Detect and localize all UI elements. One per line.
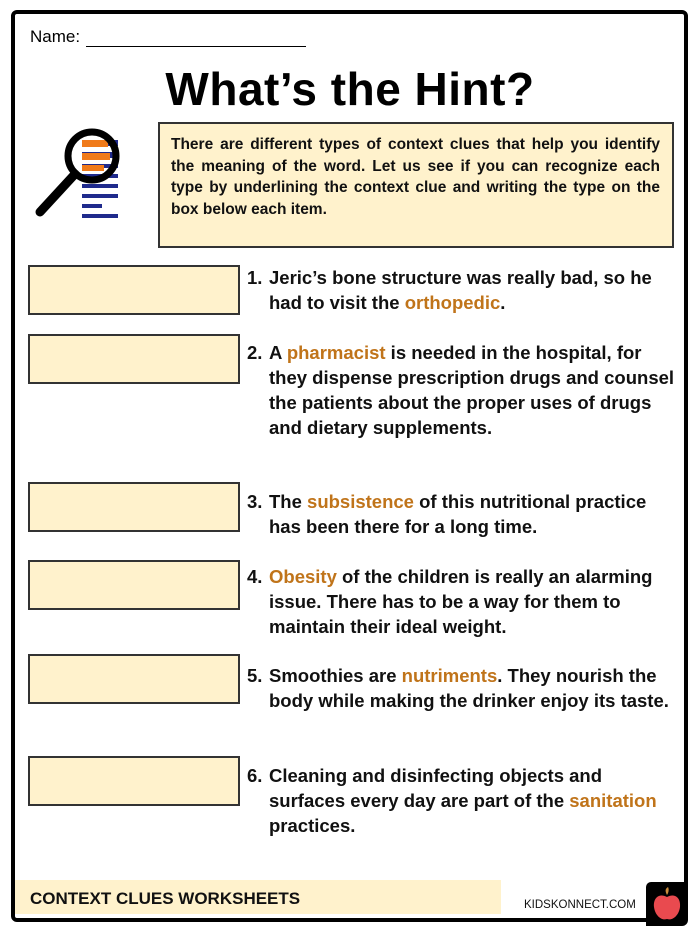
item-number: 2. bbox=[247, 342, 263, 363]
question-item-2 bbox=[247, 340, 677, 440]
item-number: 5. bbox=[247, 665, 263, 686]
answer-box-3[interactable] bbox=[28, 482, 240, 532]
text-segment: of the children is really an alarming issue. There has to be a way for them to maintain their ideal weight. bbox=[269, 566, 653, 637]
text-segment: Smoothies are bbox=[269, 665, 402, 686]
target-word: Obesity bbox=[269, 566, 337, 587]
item-number: 1. bbox=[247, 267, 263, 288]
answer-box-5[interactable] bbox=[28, 654, 240, 704]
target-word: nutriments bbox=[401, 665, 498, 686]
target-word: orthopedic bbox=[404, 292, 501, 313]
answer-box-4[interactable] bbox=[28, 560, 240, 610]
text-segment: The bbox=[269, 491, 308, 512]
page-title-text: What’s the Hint? bbox=[165, 63, 535, 115]
item-text bbox=[269, 265, 677, 315]
text-segment: is needed in the hospital, for they dispense prescription drugs and counsel the patients about the proper uses of drugs and dietary supplements. bbox=[269, 342, 675, 438]
question-item-5 bbox=[247, 663, 677, 713]
item-text bbox=[269, 340, 677, 440]
page-title bbox=[0, 62, 700, 116]
text-segment: of this nutritional practice has been there for a long time. bbox=[269, 491, 647, 537]
text-segment: A bbox=[269, 342, 287, 363]
target-word: sanitation bbox=[569, 790, 657, 811]
answer-box-1[interactable] bbox=[28, 265, 240, 315]
answer-box-6[interactable] bbox=[28, 756, 240, 806]
item-text bbox=[269, 763, 677, 838]
item-text bbox=[269, 564, 677, 639]
target-word: pharmacist bbox=[286, 342, 386, 363]
name-field-row bbox=[30, 26, 306, 47]
name-label: Name: bbox=[30, 27, 81, 46]
apple-icon bbox=[646, 882, 688, 926]
text-segment: Cleaning and disinfecting objects and surfaces every day are part of the bbox=[269, 765, 603, 811]
text-segment: . They nourish the body while making the drinker enjoy its taste. bbox=[269, 665, 669, 711]
question-item-1 bbox=[247, 265, 677, 315]
item-number: 3. bbox=[247, 491, 263, 512]
footer-title: CONTEXT CLUES WORKSHEETS bbox=[30, 889, 301, 908]
magnifier-document-icon bbox=[30, 120, 150, 240]
logo-tab bbox=[646, 882, 688, 926]
target-word: subsistence bbox=[307, 491, 414, 512]
question-item-6 bbox=[247, 763, 677, 838]
item-text bbox=[269, 489, 677, 539]
item-number: 6. bbox=[247, 765, 263, 786]
answer-box-2[interactable] bbox=[28, 334, 240, 384]
text-segment: Jeric’s bone structure was really bad, so he had to visit the bbox=[269, 267, 652, 313]
question-item-3 bbox=[247, 489, 677, 539]
text-segment: practices. bbox=[269, 815, 356, 836]
name-input-line[interactable] bbox=[86, 26, 306, 47]
instructions-box: There are different types of context clues that help you identify the meaning of the word. Let us see if you can recognize each type by underlining the context clue and writing the type on the box below each item. bbox=[158, 122, 674, 248]
text-segment: . bbox=[500, 292, 506, 313]
item-number: 4. bbox=[247, 566, 263, 587]
footer-site-link[interactable]: KIDSKONNECT.COM bbox=[524, 899, 636, 911]
question-item-4 bbox=[247, 564, 677, 639]
item-text bbox=[269, 663, 677, 713]
